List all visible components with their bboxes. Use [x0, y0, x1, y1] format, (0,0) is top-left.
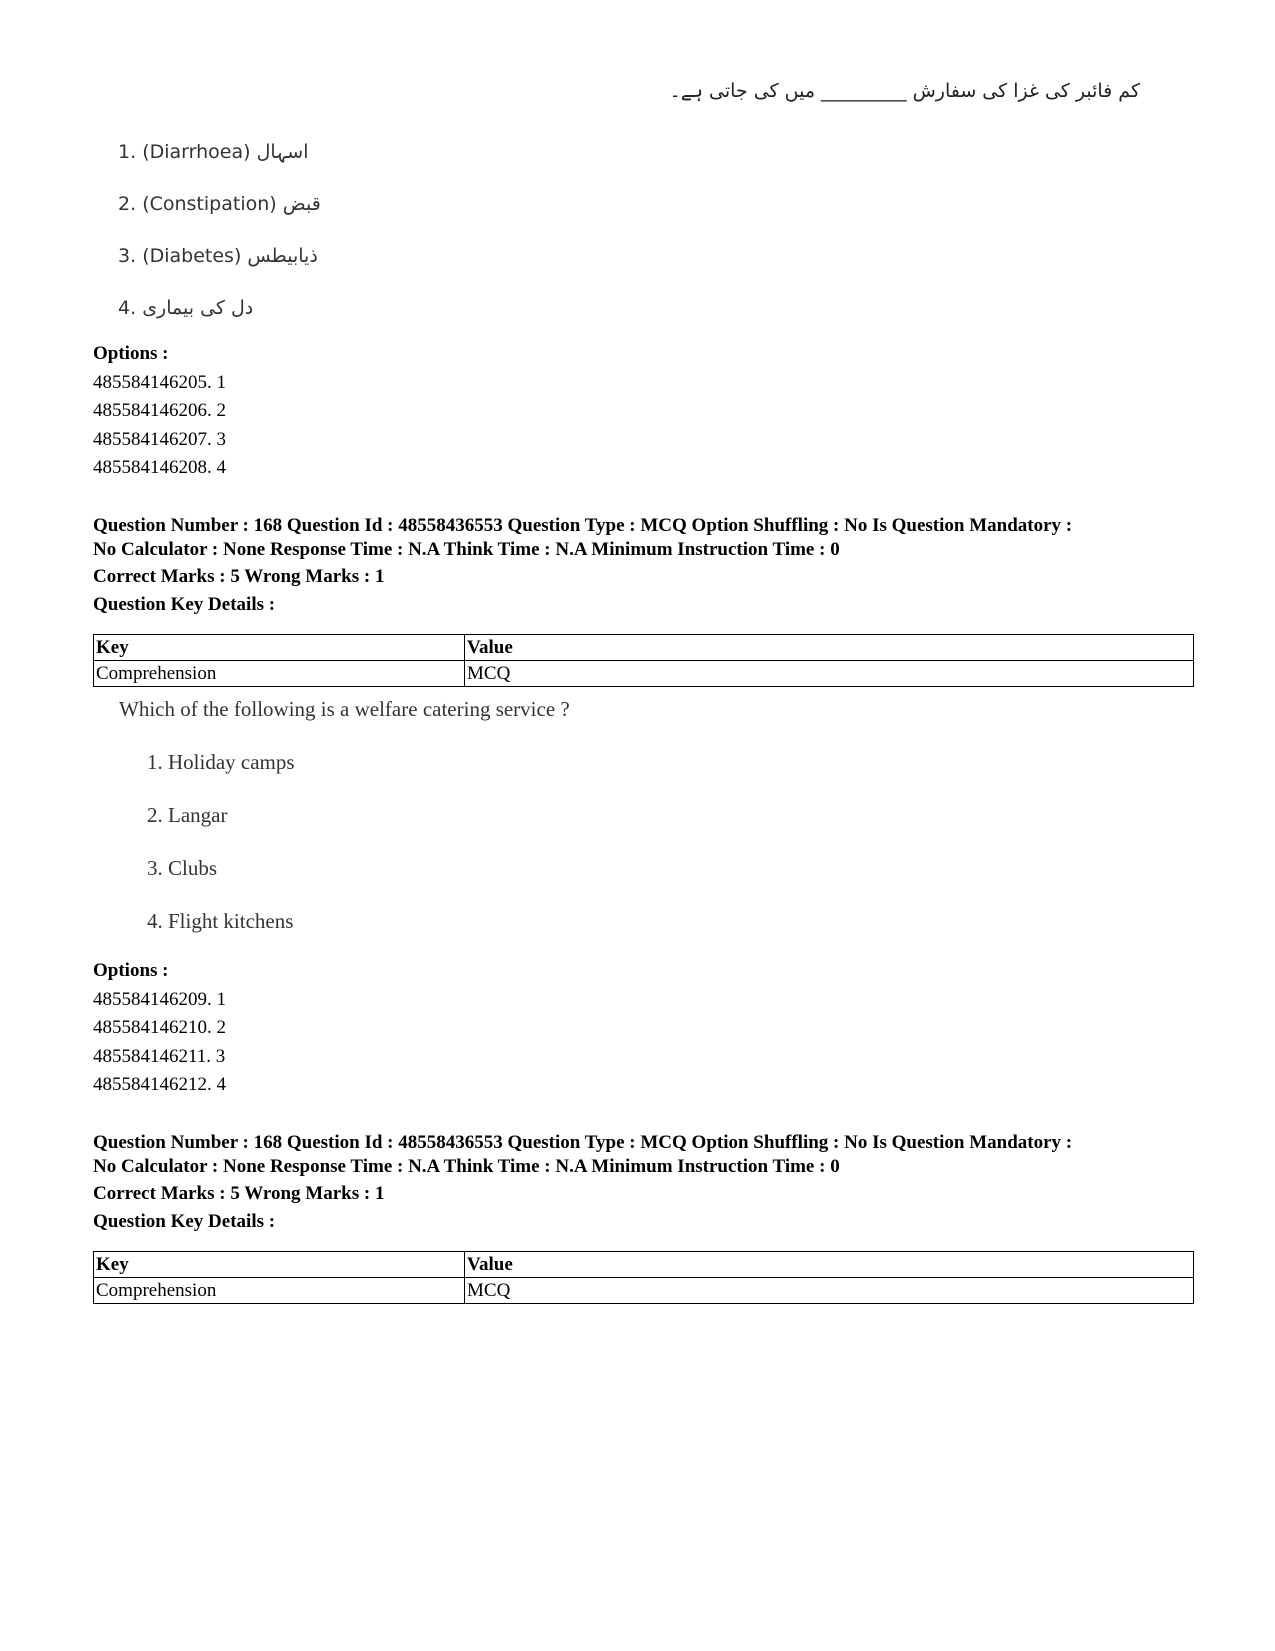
- table-header-value: Value: [465, 635, 1194, 661]
- table-row: [94, 1278, 1194, 1304]
- item-english: (Constipation): [142, 193, 277, 215]
- meta-line-2: No Calculator : None Response Time : N.A Think Time : N.A Minimum Instruction Time : 0: [93, 539, 840, 560]
- key-details-table-2: [93, 1251, 1194, 1304]
- item-number: 2.: [118, 193, 137, 215]
- table-cell-key: Comprehension: [94, 661, 465, 687]
- list-item: 2. Langar: [147, 803, 228, 827]
- options-heading: Options :: [93, 960, 169, 981]
- option-line: 485584146205. 1: [93, 371, 226, 393]
- key-details-heading: Question Key Details :: [93, 1211, 276, 1232]
- item-english: (Diabetes): [142, 245, 242, 267]
- table-cell-value: MCQ: [465, 661, 1194, 687]
- options-heading: Options :: [93, 343, 169, 364]
- table-cell-value: MCQ: [465, 1278, 1194, 1304]
- meta-line-2: No Calculator : None Response Time : N.A Think Time : N.A Minimum Instruction Time : 0: [93, 1156, 840, 1177]
- item-english: (Diarrhoea): [142, 141, 251, 163]
- table-header-value: Value: [465, 1252, 1194, 1278]
- list-item: [118, 294, 321, 346]
- table-header-key: Key: [94, 635, 465, 661]
- item-urdu: اسہال: [256, 141, 309, 163]
- key-details-table-1: [93, 634, 1194, 687]
- item-urdu: دل کی بیماری: [142, 297, 254, 319]
- option-line: 485584146206. 2: [93, 400, 226, 421]
- meta-line-1: Question Number : 168 Question Id : 48558436553 Question Type : MCQ Option Shuffling : No Is Question Mandatory :: [93, 515, 1073, 536]
- table-header-row: [94, 635, 1194, 661]
- option-line: 485584146211. 3: [93, 1045, 226, 1067]
- urdu-question-items: [118, 138, 321, 346]
- english-question-text: Which of the following is a welfare catering service ?: [119, 697, 570, 721]
- options-block-1: [93, 340, 226, 483]
- item-number: 1.: [118, 141, 137, 163]
- english-question-items: [147, 748, 295, 960]
- options-block-2: [93, 957, 226, 1100]
- urdu-question-text: کم فائبر کی غزا کی سفارش _________ میں کی جاتی ہے۔: [669, 80, 1140, 102]
- option-line: 485584146209. 1: [93, 988, 226, 1010]
- list-item: 4. Flight kitchens: [147, 909, 294, 933]
- option-line: 485584146210. 2: [93, 1017, 226, 1038]
- item-number: 4.: [118, 297, 137, 319]
- table-cell-key: Comprehension: [94, 1278, 465, 1304]
- list-item: [118, 190, 321, 242]
- item-number: 3.: [118, 245, 137, 267]
- option-line: 485584146207. 3: [93, 428, 226, 450]
- table-header-row: [94, 1252, 1194, 1278]
- question-meta-2: [93, 1131, 1203, 1234]
- list-item: [118, 242, 321, 294]
- meta-line-1: Question Number : 168 Question Id : 48558436553 Question Type : MCQ Option Shuffling : No Is Question Mandatory :: [93, 1132, 1073, 1153]
- list-item: [118, 138, 321, 190]
- option-line: 485584146208. 4: [93, 457, 226, 478]
- table-header-key: Key: [94, 1252, 465, 1278]
- list-item: 3. Clubs: [147, 856, 218, 880]
- table-row: [94, 661, 1194, 687]
- key-details-heading: Question Key Details :: [93, 594, 276, 615]
- item-urdu: ذیابیطس: [247, 245, 318, 267]
- item-urdu: قبض: [282, 193, 321, 215]
- list-item: 1. Holiday camps: [147, 750, 295, 774]
- marks-line: Correct Marks : 5 Wrong Marks : 1: [93, 566, 385, 587]
- option-line: 485584146212. 4: [93, 1074, 226, 1095]
- question-meta-1: [93, 514, 1203, 617]
- marks-line: Correct Marks : 5 Wrong Marks : 1: [93, 1183, 385, 1204]
